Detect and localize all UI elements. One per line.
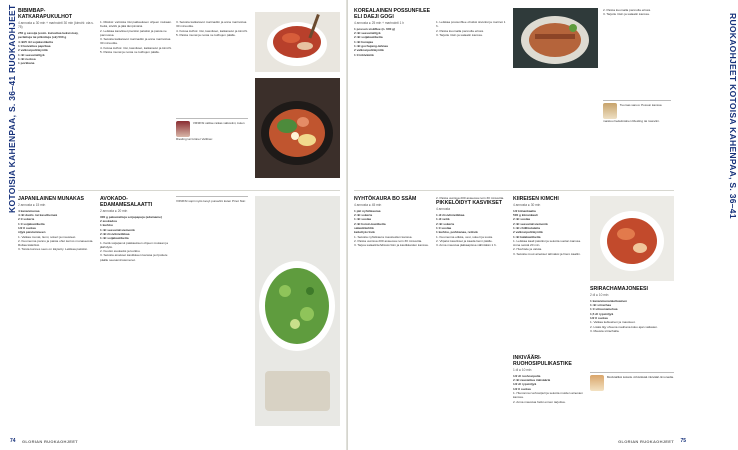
ingredient: 1 rkl suolaa <box>354 217 372 222</box>
method-step: 3. Sekoita katkaravut marinadiin ja anna marinoitua 30 minuuttia. <box>176 20 247 29</box>
recipe-bibimbap-method-2 <box>176 20 248 110</box>
method-step: 1. Leikkaa possunfilee ohuiksi siivuiksi ja marinoi 1 h. <box>436 20 506 29</box>
photo-kimchi-bowl-2 <box>590 196 674 281</box>
ingredient: 2 avokadoa <box>100 219 117 224</box>
ingredient: 250 g savoija (esim. kuivattua keksistoa), <box>18 31 79 36</box>
ingredient: 1/2 tl suolaa <box>18 225 36 230</box>
method-step: 1. Hienonna ruohosipuli ja sekoita muiden ainesten kanssa. <box>513 390 583 400</box>
method-step: 2. Paista kuumalla pannulla erissä. <box>603 8 651 12</box>
left-page <box>0 0 348 450</box>
ingredient: 500 g kiinankaali <box>513 213 538 218</box>
recipe-kimchi <box>513 196 585 351</box>
method-step: 3. Tarjoile riisin ja salaatin kanssa. <box>436 32 483 37</box>
tip-text: VIINIKSI sopii myös kevyt punaviini kuten Pinot Noir. <box>176 199 246 203</box>
method-step: 2. Viipaloi kasvikset ja kaada liemi päälle. <box>436 238 493 243</box>
recipe-ginger-sauce <box>513 355 585 430</box>
ingredient: 2 rkl suolaa <box>513 217 531 222</box>
method-step: 5. Paista munat ja nosta ne kulhojen päälle. <box>176 32 236 37</box>
recipe-bibimbap-method <box>100 20 172 185</box>
wine-glass-icon <box>603 103 617 119</box>
recipe-meta: 4 annosta ● 30 min + marinointi 30 min (kimchi: ota s. 75) <box>18 21 94 30</box>
recipe-nyhtokaura <box>354 196 432 426</box>
recipe-japanese-omelet <box>18 196 96 426</box>
recipe-meta: 2 dl ● 10 min <box>590 293 609 297</box>
recipe-title: JAPANILAINEN MUNAKAS <box>18 196 84 202</box>
ingredient: 2 rkl seesamiöljyä <box>354 31 381 36</box>
method-step: 2. Leikkaa kasvikset pieniksi paloiksi ja paista ne pannussa. <box>100 28 167 37</box>
ingredient: 2 valkosipulinkynttä <box>18 48 48 53</box>
recipe-title: SRIRACHAMAJONEESI <box>590 286 648 292</box>
recipe-title: KOREALAINEN POSSUNFILEE ELI DAEJI GOGI <box>354 8 431 20</box>
method-step: 1. Vatkaa munat, liemi, sokeri ja mausteet. <box>18 234 77 239</box>
ingredient: 1 dl vettä <box>436 217 450 222</box>
ingredient: 1 rkl hunajaa <box>354 39 373 44</box>
page-number: 74 <box>10 438 16 444</box>
salad-image <box>255 196 340 426</box>
ingredient: 1/2 dl ruohosipulia <box>513 373 541 378</box>
right-page <box>348 0 696 450</box>
method-step: 1. Riisiksi: valmista riisi pakkauksen ohjeen mukaan. Keitä, siivilöi ja jätä lämpimänä. <box>100 20 172 29</box>
method-step: 3. Sekoita katkaravut marinadiin ja anna marinoitua 30 minuuttia. <box>100 37 171 46</box>
method-step: 3. Tarjoa salaatinlehdissä riisin ja kastikkeiden kanssa. <box>354 243 429 248</box>
photo-kimchi-bowl <box>255 12 340 72</box>
ingredient: 1 rkl seesamiöljyä <box>18 52 45 57</box>
ingredient: 1 rkl srirachaa <box>590 303 611 308</box>
recipe-title: AVOKADO-EDAMAMESALAATTI <box>100 196 153 208</box>
mocktail-tip <box>590 372 674 422</box>
method-step: 2. Paista uunissa 200 asteessa noin 30 minuuttia. <box>436 196 505 200</box>
photo-wine-bottles <box>255 78 340 178</box>
method-step: 2. Paista uunissa 200 asteessa noin 30 minuuttia. <box>354 238 423 243</box>
method-step: 3. Tarjoile riisin ja salaatin kanssa. <box>603 12 650 17</box>
method-step: 4. Kokoa kulhot: riisi, kasvikset, katkaravut ja kimchi. <box>100 45 172 50</box>
ingredient: 1/2 dl rypsiöljyä <box>513 382 537 387</box>
divider <box>18 190 340 191</box>
method-step: 2. Huuhtele ja valuta. <box>513 247 543 252</box>
ingredient: 2 rkl riisiviinietikkaa <box>100 231 130 236</box>
recipe-title: BIBIMBAP-KATKARAPUKULHOT <box>18 8 73 20</box>
ingredient: 1 dl riisiviinietikkaa <box>436 213 465 218</box>
recipe-title: KIIREISEN KIMCHI <box>513 196 559 202</box>
ingredient: 1 tl sitruunamehua <box>590 307 618 312</box>
pork-image <box>513 8 598 68</box>
recipe-korean-pork <box>354 8 432 183</box>
wine-glass-icon <box>176 121 190 137</box>
recipe-pickles <box>436 196 508 426</box>
tip-text: Tuomas sanoo: Possun kanssa maistuu hedelmäinen Riesling tai roséviini. <box>603 103 662 123</box>
ingredient: 1 kurkku <box>100 223 113 228</box>
ingredient: 1 rkl ruokoa <box>18 56 36 61</box>
ingredient: 1 tl suolaa <box>436 225 452 230</box>
ingredient: 1 rkl gochujang-tahnaa <box>354 43 388 48</box>
recipe-meta: 2 annosta ● 20 min <box>100 209 128 213</box>
ingredient: 2 rkl sokeria <box>436 221 455 226</box>
method-step: 3. Sekoita ainekset kastikkeen kanssa ja ripottele päälle seesaminsiemenet. <box>100 253 168 262</box>
ingredient: 2 rkl seesaminsiemeniä <box>513 221 548 226</box>
ingredient: 1 porkkana <box>18 61 35 66</box>
kimchi-image <box>590 196 674 281</box>
recipe-avocado-salad <box>100 196 172 426</box>
method-step: 4. Kokoa kulhot: riisi, kasvikset, katkaravut ja kimchi. <box>176 28 248 33</box>
running-header: GLORIAN RUOKAOHJEET <box>22 439 78 444</box>
recipe-title: INKIVÄÄRI-RUOHOSIPULIKASTIKE <box>513 355 572 367</box>
ingredient: 1 rkl kalakastiketta <box>513 234 541 239</box>
method-step: 1. Kuumenna etikka, vesi, sokeri ja suola. <box>436 234 493 239</box>
recipe-korean-pork-method <box>436 20 508 185</box>
ingredient: perlattuja tai pilkottuja (ok) 500 g <box>18 35 67 40</box>
recipe-title: PIKKELÖIDYT KASVIKSET <box>436 200 503 207</box>
ingredient: 4 rkl/5 rkl sojakastiketta <box>18 39 53 44</box>
method-step: 2. Anna maustua hetki ennen tarjoilua. <box>513 399 566 404</box>
divider <box>354 190 674 191</box>
bibimbap-plate-image <box>255 78 340 178</box>
glass-icon <box>590 375 604 391</box>
method-step: 3. Mausta srirachalla. <box>590 328 620 333</box>
recipe-sriracha-mayo <box>590 286 674 366</box>
ingredient: 300 g pakastettuja soijapapuja (edamame) <box>100 214 162 219</box>
ingredient: 2 rkl raastettua inkivääriä <box>513 378 551 383</box>
wine-tip <box>176 118 248 158</box>
method-step: 3. Toista kunnes seos on käytetty. Leikkaa paloiksi. <box>18 247 88 252</box>
recipe-meta: 2 annosta ● 15 min <box>18 203 46 207</box>
running-header: GLORIAN RUOKAOHJEET <box>618 439 674 444</box>
wine-tip-2 <box>176 196 248 246</box>
recipe-bibimbap <box>18 8 96 183</box>
method-step: 2. Kuumenna pannu ja paista ohut kerros munaseosta. Rullaa kääröksi. <box>18 238 94 248</box>
ingredient: 1 tl soijakastiketta <box>18 221 45 226</box>
ingredient: 1 rkl chilihiutaleita <box>513 225 540 230</box>
method-step: 2. Kuutioi avokadot ja kurkku. <box>100 249 141 254</box>
method-step: 1. Keitä soijapavut pakkauksen ohjeen mukaan ja jäähdytä. <box>100 240 168 249</box>
recipe-title: NYHTÖKAURA BO SSÄM <box>354 196 417 202</box>
ingredient: 4 rkl dashi- tai kasviliemeä <box>18 213 58 218</box>
method-step: 5. Paista munat ja nosta ne kulhojen päälle. <box>100 50 160 55</box>
kimchi-bowl-image <box>255 12 340 72</box>
side-title-right: RUOKAOHJEET KOTOISA KAHENPAA, S. 36–41 <box>728 13 738 219</box>
drink-tip <box>603 100 671 140</box>
method-step: 1. Leikkaa kaali paloiksi ja sekoita suolan kanssa. Anna seistä 20 min. <box>513 238 581 248</box>
ingredient: 2 valkosipulinkynttä <box>354 48 384 53</box>
ingredient: 1/2 tl suolaa <box>513 386 531 391</box>
page-number: 75 <box>680 438 686 444</box>
photo-green-salad <box>255 196 340 426</box>
method-step: 1. Sekoita nyhtökaura mausteiden kanssa. <box>354 234 413 239</box>
recipe-meta: 4 annosta ● 30 min <box>513 203 541 207</box>
recipe-meta: 4 annosta ● 45 min <box>354 203 382 207</box>
ingredient: öljyä paistamiseen <box>18 230 46 235</box>
recipe-korean-pork-method-2 <box>603 8 671 98</box>
ingredient: 2 rkl sokeria <box>354 213 373 218</box>
ingredient: 1 pkt nyhtökauraa <box>354 208 381 213</box>
ingredient: 1 tl inkivääriä <box>354 52 374 57</box>
ingredient: 2 rkl hoisin-kastiketta <box>354 221 386 226</box>
ingredient: 1 possun sisäfilee (n. 600 g) <box>354 26 396 31</box>
ingredient: 1,5 dl rypsiöljyä <box>590 311 614 316</box>
photo-pork-plate <box>513 8 598 68</box>
tip-text: Mocktailiksi kokeile virkistävää inkivääri-limonadia. <box>606 375 674 379</box>
ingredient: 4 kananmunaa <box>18 208 40 213</box>
ingredient: 2 valkosipulinkynttä <box>513 230 543 235</box>
ingredient: 1 rkl seesaminsiemeniä <box>100 227 135 232</box>
ingredient: keitettyä riisiä <box>354 230 375 235</box>
side-title-left: KOTOISIA KAHENPAA, S. 36–41 RUOKAOHJEET <box>7 4 17 213</box>
recipe-meta: 4 annosta <box>436 207 451 212</box>
method-step: 1. Vatkaa keltuainen ja mausteet. <box>590 320 636 325</box>
ingredient: 2 tl sokeria <box>18 217 35 222</box>
method-step: 2. Paista kuumalla pannulla erissä. <box>436 28 484 33</box>
recipe-meta: 4 annosta ● 25 min + marinointi 1 h <box>354 21 405 25</box>
method-step: 3. Anna maustua jääkaapissa vähintään 1 h. <box>436 243 497 248</box>
ingredient: 1 rkl soijakastiketta <box>100 236 129 241</box>
ingredient: 1/2 tl suolaa <box>590 315 608 320</box>
tip-text: VIINIKSI valitse raikas valkoviini, kuten Riesling tai Grüner Veltliner. <box>176 121 245 141</box>
ingredient: 1 kurkku, porkkanaa, retiisiä <box>436 230 478 235</box>
ingredient: 1 tl kuivattua paprikaa <box>18 43 51 48</box>
ingredient: salaatinlehtiä <box>354 225 374 230</box>
ingredient: 2 rkl soijakastiketta <box>354 35 383 40</box>
ingredient: 1/2 kiinankaalia <box>513 208 536 213</box>
recipe-meta: 1 dl ● 10 min <box>513 368 532 372</box>
ingredient: 1 kananmunankeltuainen <box>590 298 627 303</box>
method-step: 3. Sekoita muut ainekset tahnaksi ja hiero kaaliin. <box>513 251 581 256</box>
method-step: 2. Lisää öljy ohuena nauhana koko ajan vatkaten. <box>590 324 658 329</box>
